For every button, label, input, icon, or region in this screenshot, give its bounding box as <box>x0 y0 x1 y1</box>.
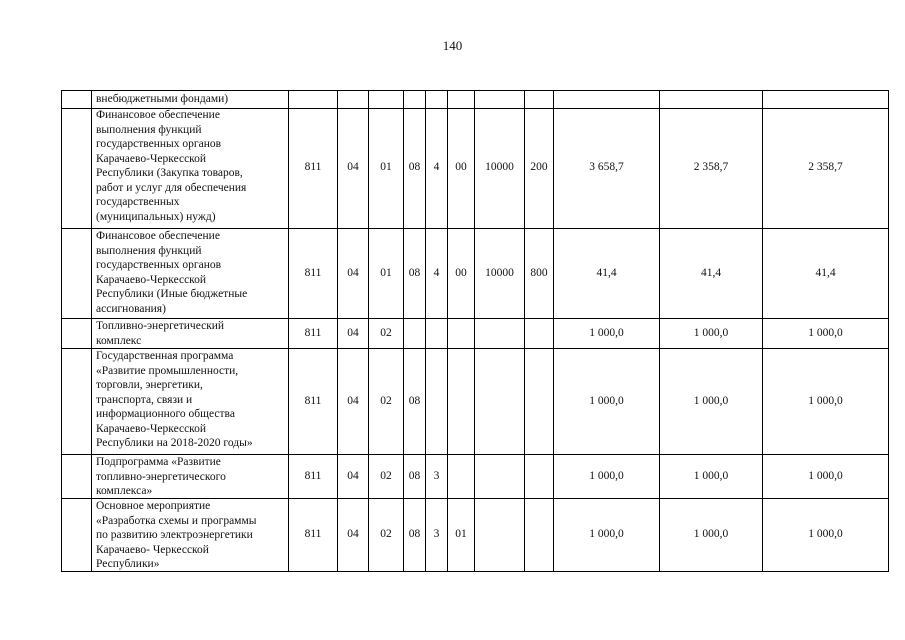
cell-adm: 811 <box>289 318 338 348</box>
cell-cs2: 3 <box>426 454 448 498</box>
cell-adm: 811 <box>289 498 338 571</box>
cell-y3: 41,4 <box>763 228 889 318</box>
cell-cs1 <box>404 318 426 348</box>
cell-cs3 <box>448 91 475 108</box>
cell-y2: 2 358,7 <box>660 107 763 228</box>
cell-pr: 01 <box>369 107 404 228</box>
cell-rz: 04 <box>338 107 369 228</box>
cell-cs4: 10000 <box>475 107 525 228</box>
cell-y3: 1 000,0 <box>763 498 889 571</box>
cell-cs2 <box>426 348 448 454</box>
cell-cs4: 10000 <box>475 228 525 318</box>
cell-vr: 800 <box>525 228 554 318</box>
table-row <box>61 348 889 455</box>
cell-cs4 <box>475 454 525 498</box>
cell-y2: 1 000,0 <box>660 454 763 498</box>
cell-y1 <box>554 91 660 108</box>
cell-y1: 1 000,0 <box>554 348 660 454</box>
row-number-cell <box>61 107 92 228</box>
cell-cs1: 08 <box>404 107 426 228</box>
cell-rz: 04 <box>338 454 369 498</box>
row-number-cell <box>61 91 92 108</box>
cell-cs4 <box>475 318 525 348</box>
cell-name: Государственная программа «Развитие промышленности, торговли, энергетики, транспорта, связи и информационного общества Карачаево-Черкесской Республики на 2018-2020 годы» <box>92 348 289 454</box>
cell-cs3 <box>448 318 475 348</box>
table-row <box>61 318 889 349</box>
cell-rz: 04 <box>338 498 369 571</box>
cell-y3: 1 000,0 <box>763 348 889 454</box>
cell-cs2 <box>426 91 448 108</box>
cell-adm: 811 <box>289 107 338 228</box>
cell-y1: 3 658,7 <box>554 107 660 228</box>
cell-y1: 1 000,0 <box>554 454 660 498</box>
cell-name: Финансовое обеспечение выполнения функций государственных органов Карачаево-Черкесской Республики (Закупка товаров, работ и услуг для обеспечения государственных (муниципальных) нужд) <box>92 107 289 228</box>
row-number-cell <box>61 454 92 498</box>
row-number-cell <box>61 318 92 348</box>
cell-adm: 811 <box>289 348 338 454</box>
cell-cs1: 08 <box>404 348 426 454</box>
cell-rz: 04 <box>338 228 369 318</box>
cell-name: внебюджетными фондами) <box>92 91 289 108</box>
cell-cs3: 00 <box>448 228 475 318</box>
cell-name: Подпрограмма «Развитие топливно-энергетического комплекса» <box>92 454 289 498</box>
cell-y2: 41,4 <box>660 228 763 318</box>
cell-cs1: 08 <box>404 228 426 318</box>
cell-rz: 04 <box>338 318 369 348</box>
table-row <box>61 107 889 229</box>
cell-y1: 1 000,0 <box>554 498 660 571</box>
cell-cs2 <box>426 318 448 348</box>
budget-table <box>61 90 889 571</box>
cell-cs4 <box>475 91 525 108</box>
cell-y3 <box>763 91 889 108</box>
cell-cs4 <box>475 348 525 454</box>
cell-cs2: 3 <box>426 498 448 571</box>
cell-rz <box>338 91 369 108</box>
cell-adm: 811 <box>289 228 338 318</box>
cell-pr: 02 <box>369 454 404 498</box>
cell-name: Финансовое обеспечение выполнения функций государственных органов Карачаево-Черкесской Республики (Иные бюджетные ассигнования) <box>92 228 289 318</box>
cell-y1: 41,4 <box>554 228 660 318</box>
table-row <box>61 228 889 319</box>
cell-y3: 2 358,7 <box>763 107 889 228</box>
cell-y1: 1 000,0 <box>554 318 660 348</box>
table-row <box>61 498 889 572</box>
cell-vr: 200 <box>525 107 554 228</box>
table-row <box>61 454 889 499</box>
cell-pr <box>369 91 404 108</box>
cell-vr <box>525 348 554 454</box>
cell-vr <box>525 91 554 108</box>
cell-y3: 1 000,0 <box>763 454 889 498</box>
cell-adm: 811 <box>289 454 338 498</box>
cell-cs1: 08 <box>404 454 426 498</box>
cell-y2: 1 000,0 <box>660 348 763 454</box>
row-number-cell <box>61 498 92 571</box>
cell-cs2: 4 <box>426 228 448 318</box>
cell-vr <box>525 498 554 571</box>
cell-name: Основное мероприятие «Разработка схемы и программы по развитию электроэнергетики Карачаево- Черкесской Республики» <box>92 498 289 571</box>
row-number-cell <box>61 348 92 454</box>
cell-pr: 02 <box>369 318 404 348</box>
cell-vr <box>525 318 554 348</box>
cell-pr: 02 <box>369 348 404 454</box>
cell-y2 <box>660 91 763 108</box>
cell-pr: 02 <box>369 498 404 571</box>
cell-vr <box>525 454 554 498</box>
cell-cs4 <box>475 498 525 571</box>
cell-rz: 04 <box>338 348 369 454</box>
cell-cs3 <box>448 454 475 498</box>
cell-adm <box>289 91 338 108</box>
cell-pr: 01 <box>369 228 404 318</box>
cell-cs3: 01 <box>448 498 475 571</box>
cell-cs2: 4 <box>426 107 448 228</box>
cell-cs3 <box>448 348 475 454</box>
row-number-cell <box>61 228 92 318</box>
cell-name: Топливно-энергетический комплекс <box>92 318 289 348</box>
cell-cs1 <box>404 91 426 108</box>
cell-y2: 1 000,0 <box>660 318 763 348</box>
cell-y2: 1 000,0 <box>660 498 763 571</box>
cell-cs1: 08 <box>404 498 426 571</box>
page-number: 140 <box>442 38 463 53</box>
cell-y3: 1 000,0 <box>763 318 889 348</box>
cell-cs3: 00 <box>448 107 475 228</box>
